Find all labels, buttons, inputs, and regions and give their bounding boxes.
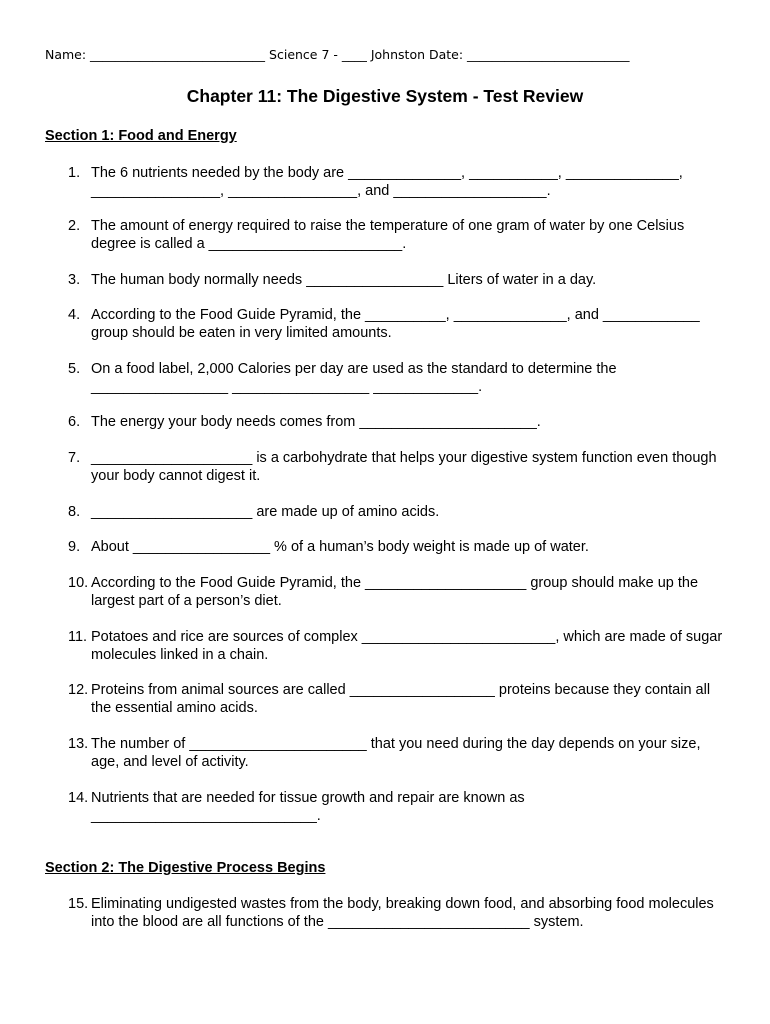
question-text: ____________________ is a carbohydrate that helps your digestive system function even though your body cannot digest it. bbox=[91, 450, 717, 484]
question-text: The number of ______________________ that you need during the day depends on your size, age, and level of activity. bbox=[91, 736, 701, 770]
question-number: 1. bbox=[68, 165, 81, 181]
question-13 bbox=[62, 735, 732, 771]
question-text: Nutrients that are needed for tissue growth and repair are known as ____________________________. bbox=[91, 790, 525, 824]
section-1-heading: Section 1: Food and Energy bbox=[45, 128, 237, 144]
question-1 bbox=[62, 164, 732, 200]
question-6 bbox=[62, 413, 732, 431]
question-14 bbox=[62, 789, 732, 825]
question-text: On a food label, 2,000 Calories per day are used as the standard to determine the _________________ _________________ _____________. bbox=[91, 361, 617, 395]
question-text: The energy your body needs comes from ______________________. bbox=[91, 414, 541, 430]
question-15 bbox=[62, 895, 732, 931]
question-number: 9. bbox=[68, 539, 81, 555]
question-number: 8. bbox=[68, 504, 81, 520]
question-number: 14. bbox=[68, 790, 89, 806]
question-number: 5. bbox=[68, 361, 81, 377]
question-text: Eliminating undigested wastes from the body, breaking down food, and absorbing food molecules into the blood are all functions of the _________________________ system. bbox=[91, 896, 714, 930]
question-5 bbox=[62, 360, 732, 396]
question-8 bbox=[62, 503, 732, 521]
page-title: Chapter 11: The Digestive System - Test Review bbox=[186, 86, 584, 106]
question-12 bbox=[62, 681, 732, 717]
question-number: 15. bbox=[68, 896, 89, 912]
question-text: Proteins from animal sources are called __________________ proteins because they contain all the essential amino acids. bbox=[91, 682, 711, 716]
question-3 bbox=[62, 271, 732, 289]
question-number: 13. bbox=[68, 736, 89, 752]
question-text: Potatoes and rice are sources of complex ________________________, which are made of sugar molecules linked in a chain. bbox=[91, 629, 723, 663]
header-line: Name: ____________________________ Science 7 - ____ Johnston Date: __________________________ bbox=[45, 47, 630, 62]
question-4 bbox=[62, 306, 732, 342]
question-11 bbox=[62, 628, 732, 664]
question-9 bbox=[62, 538, 732, 556]
question-text: According to the Food Guide Pyramid, the __________, ______________, and ____________ group should be eaten in very limited amounts. bbox=[91, 307, 700, 341]
section-2-heading: Section 2: The Digestive Process Begins bbox=[45, 860, 326, 876]
question-text: The 6 nutrients needed by the body are ______________, ___________, ______________, ________________, ________________, and ___________________. bbox=[91, 165, 683, 199]
question-2 bbox=[62, 217, 732, 253]
question-7 bbox=[62, 449, 732, 485]
question-text: The human body normally needs _________________ Liters of water in a day. bbox=[91, 272, 597, 288]
question-number: 6. bbox=[68, 414, 81, 430]
question-text: According to the Food Guide Pyramid, the ____________________ group should make up the largest part of a person’s diet. bbox=[91, 575, 699, 609]
question-text: ____________________ are made up of amino acids. bbox=[91, 504, 440, 520]
question-number: 11. bbox=[68, 629, 88, 645]
question-number: 10. bbox=[68, 575, 89, 591]
question-number: 3. bbox=[68, 272, 81, 288]
question-number: 12. bbox=[68, 682, 89, 698]
question-number: 7. bbox=[68, 450, 81, 466]
question-number: 4. bbox=[68, 307, 81, 323]
question-text: The amount of energy required to raise the temperature of one gram of water by one Celsius degree is called a ________________________. bbox=[91, 218, 685, 252]
question-text: About _________________ % of a human’s body weight is made up of water. bbox=[91, 539, 589, 555]
question-number: 2. bbox=[68, 218, 81, 234]
question-10 bbox=[62, 574, 732, 610]
